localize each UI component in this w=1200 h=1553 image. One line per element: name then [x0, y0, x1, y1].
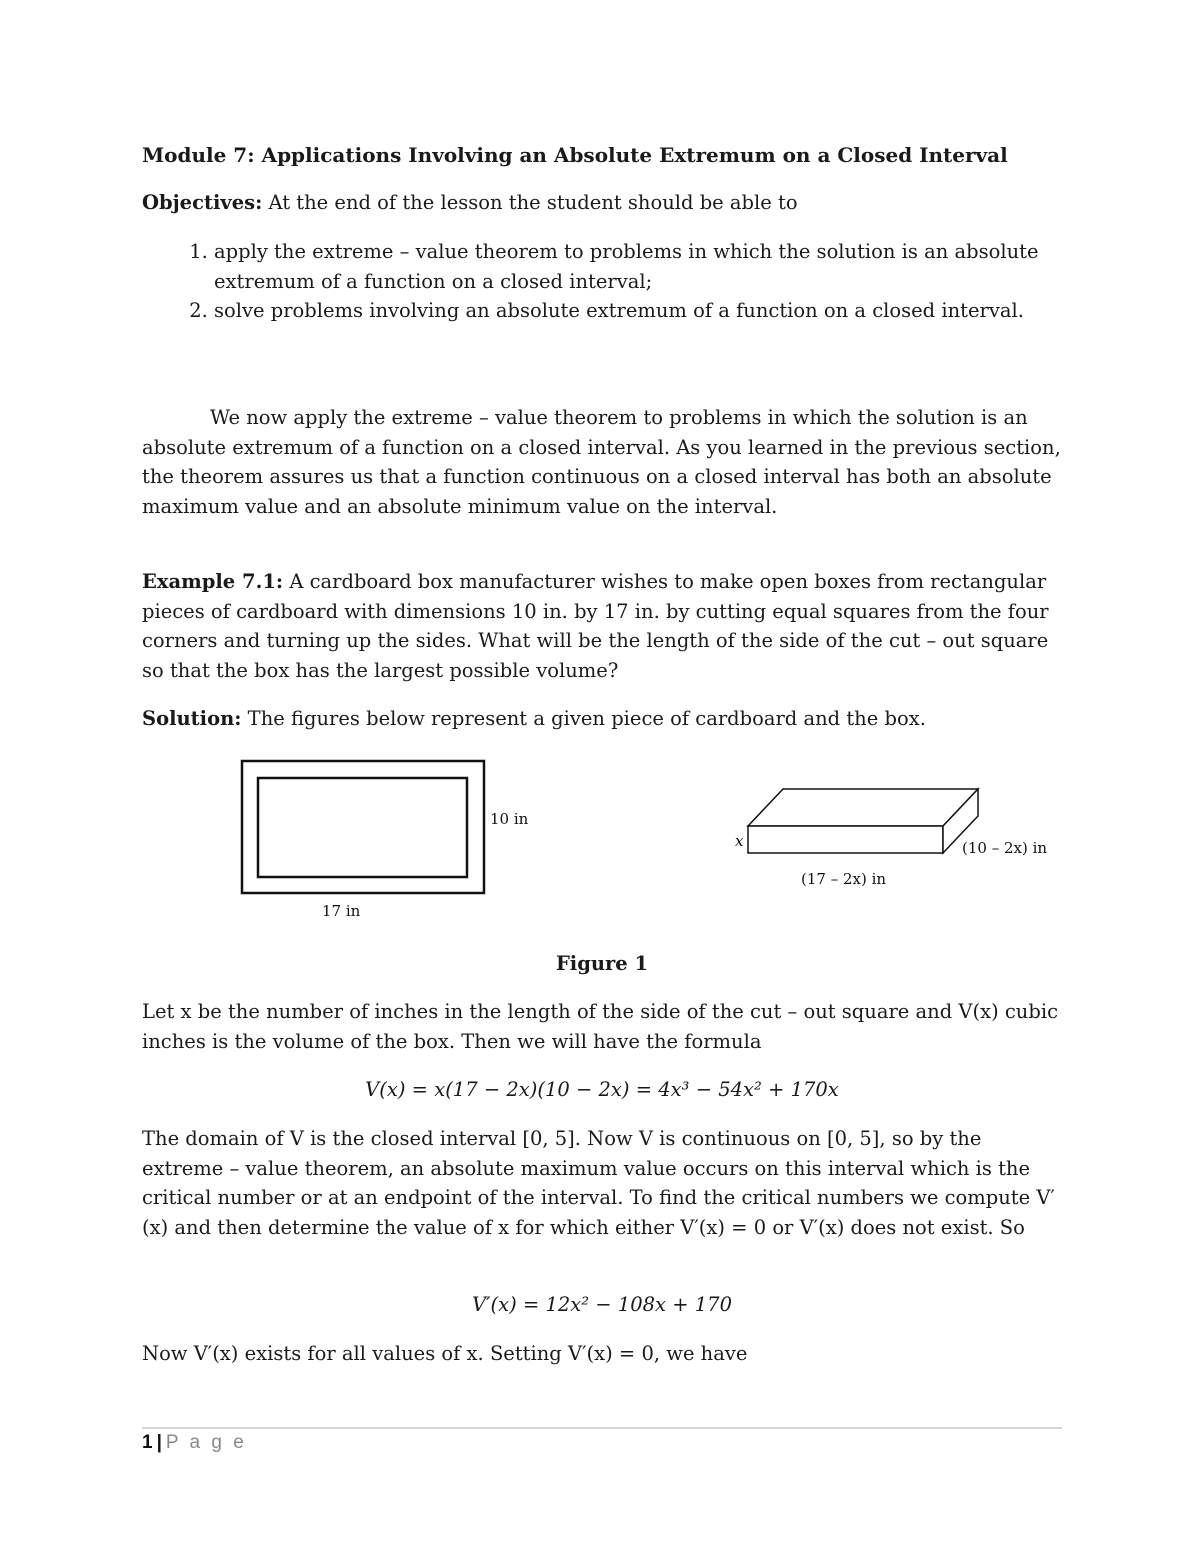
rect-height-label: 10 in [490, 810, 529, 828]
intro-paragraph: We now apply the extreme – value theorem to problems in which the solution is an absolute extremum of a function on a closed interval. As you learned in the previous section, the theorem assures us that a function continuous on a closed interval has both an absolute maximum value and an absolute minimum value on the interval. [142, 406, 1061, 518]
rect-width-label: 17 in [322, 902, 361, 920]
objective-item: 2. solve problems involving an absolute extremum of a function on a closed interval. [214, 296, 1042, 326]
volume-formula: V(x) = x(17 − 2x)(10 − 2x) = 4x³ − 54x² + 170x [365, 1078, 839, 1101]
objectives-text: At the end of the lesson the student should be able to [262, 191, 798, 214]
box-front-face [748, 826, 943, 853]
box-length-label: (17 – 2x) in [801, 870, 887, 888]
box-depth-label: (10 – 2x) in [962, 839, 1048, 857]
box-height-label: x [735, 832, 744, 850]
example-label: Example 7.1: [142, 570, 284, 593]
cardboard-outer-rect [242, 761, 484, 893]
derivative-formula: V′(x) = 12x² − 108x + 170 [472, 1293, 732, 1316]
module-title: Module 7: Applications Involving an Absolute Extremum on a Closed Interval [142, 143, 1008, 167]
objectives-label: Objectives: [142, 191, 263, 214]
figure-caption: Figure 1 [555, 952, 649, 975]
footer-divider [142, 1427, 1062, 1429]
page-number: 1 [142, 1432, 153, 1453]
objective-item: 1. apply the extreme – value theorem to problems in which the solution is an absolute extremum of a function on a closed interval; [214, 237, 1042, 296]
domain-paragraph: The domain of V is the closed interval [0, 5]. Now V is continuous on [0, 5], so by the extreme – value theorem, an absolute maximum value occurs on this interval which is the critical number or at an endpoint of the interval. To find the critical numbers we compute V′(x) and then determine the value of x for which either V′(x) = 0 or V′(x) does not exist. So [142, 1127, 1055, 1239]
solution-label: Solution: [142, 707, 242, 730]
example-text: A cardboard box manufacturer wishes to make open boxes from rectangular pieces of cardboard with dimensions 10 in. by 17 in. by cutting equal squares from the four corners and turning up the sides. What will be the length of the side of the cut – out square so that the box has the largest possible volume? [142, 570, 1049, 682]
now-paragraph: Now V′(x) exists for all values of x. Setting V′(x) = 0, we have [142, 1342, 748, 1365]
page-footer [142, 1432, 247, 1454]
box-top-face [748, 789, 978, 826]
let-paragraph: Let x be the number of inches in the length of the side of the cut – out square and V(x) cubic inches is the volume of the box. Then we will have the formula [142, 1000, 1058, 1053]
footer-separator: | [156, 1432, 162, 1453]
solution-text: The figures below represent a given piece of cardboard and the box. [241, 707, 926, 730]
cardboard-inner-rect [258, 778, 467, 877]
page-label: P a g e [165, 1432, 247, 1453]
